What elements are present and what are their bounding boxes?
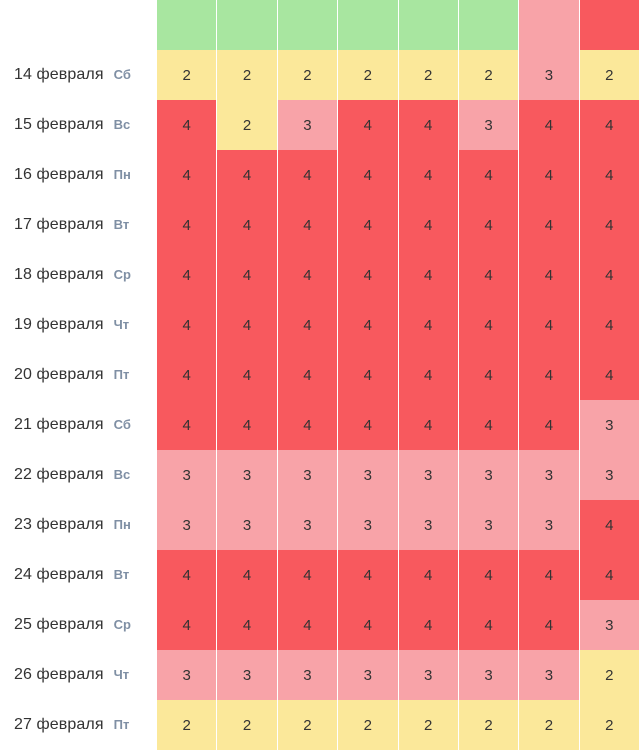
heatmap-cell[interactable]: 4 <box>519 400 579 450</box>
row-date-label: 14 февраля <box>14 66 104 83</box>
row-header <box>0 550 157 600</box>
row-weekday-label: Вт <box>113 567 130 582</box>
heatmap-cell[interactable]: 4 <box>277 200 337 250</box>
row-header <box>0 100 157 150</box>
row-date-label: 15 февраля <box>14 116 104 133</box>
heatmap-cell[interactable]: 4 <box>398 550 458 600</box>
row-header <box>0 700 157 750</box>
row-header <box>0 250 157 300</box>
row-header <box>0 650 157 700</box>
row-date-label: 19 февраля <box>14 316 104 333</box>
heatmap-cell[interactable]: 4 <box>458 250 518 300</box>
heatmap-cell[interactable]: 2 <box>579 50 639 100</box>
row-weekday-label: Вт <box>113 217 130 232</box>
heatmap-cell[interactable]: 3 <box>277 500 337 550</box>
row-header <box>0 200 157 250</box>
heatmap-cell[interactable]: 3 <box>277 450 337 500</box>
heatmap-cell[interactable]: 2 <box>579 700 639 750</box>
row-weekday-label: Сб <box>113 417 131 432</box>
row-header <box>0 50 157 100</box>
heatmap-cell[interactable]: 2 <box>398 50 458 100</box>
heatmap-cell[interactable]: 4 <box>157 150 217 200</box>
row-date-label: 22 февраля <box>14 466 104 483</box>
heatmap-cell[interactable]: 3 <box>458 100 518 150</box>
row-weekday-label: Ср <box>113 617 131 632</box>
heatmap-row <box>0 700 640 750</box>
heatmap-top-strip-cell <box>398 0 458 50</box>
heatmap-row <box>0 500 640 550</box>
heatmap-cell[interactable]: 4 <box>277 250 337 300</box>
heatmap-cell[interactable]: 4 <box>519 300 579 350</box>
heatmap-cell[interactable]: 4 <box>217 600 277 650</box>
heatmap-cell[interactable]: 4 <box>157 400 217 450</box>
heatmap-cell[interactable]: 4 <box>217 150 277 200</box>
heatmap-cell[interactable]: 2 <box>217 50 277 100</box>
heatmap-cell[interactable]: 4 <box>338 350 398 400</box>
heatmap-cell[interactable]: 3 <box>519 50 579 100</box>
row-weekday-label: Пт <box>113 367 130 382</box>
heatmap-cell[interactable]: 4 <box>458 600 518 650</box>
heatmap-cell[interactable]: 4 <box>579 100 639 150</box>
heatmap-cell[interactable]: 3 <box>579 400 639 450</box>
heatmap-cell[interactable]: 3 <box>217 450 277 500</box>
heatmap-cell[interactable]: 2 <box>217 700 277 750</box>
heatmap-row <box>0 400 640 450</box>
heatmap-cell[interactable]: 4 <box>579 350 639 400</box>
row-date-label: 23 февраля <box>14 516 104 533</box>
heatmap-cell[interactable]: 4 <box>277 600 337 650</box>
heatmap-cell[interactable]: 4 <box>519 350 579 400</box>
heatmap-cell[interactable]: 3 <box>338 650 398 700</box>
row-header <box>0 150 157 200</box>
heatmap-cell[interactable]: 3 <box>398 650 458 700</box>
heatmap-cell[interactable]: 4 <box>217 300 277 350</box>
heatmap-cell[interactable]: 4 <box>217 550 277 600</box>
heatmap-row <box>0 200 640 250</box>
heatmap-cell[interactable]: 3 <box>277 650 337 700</box>
heatmap-cell[interactable]: 4 <box>338 550 398 600</box>
heatmap-top-strip-cell <box>217 0 277 50</box>
heatmap-row <box>0 250 640 300</box>
heatmap-cell[interactable]: 4 <box>338 400 398 450</box>
heatmap-cell[interactable]: 3 <box>519 450 579 500</box>
row-date-label: 26 февраля <box>14 666 104 683</box>
row-date-label: 21 февраля <box>14 416 104 433</box>
row-header <box>0 600 157 650</box>
row-weekday-label: Вс <box>113 467 131 482</box>
row-weekday-label: Пт <box>113 717 130 732</box>
heatmap-cell[interactable]: 4 <box>277 300 337 350</box>
heatmap-cell[interactable]: 4 <box>398 100 458 150</box>
heatmap-cell[interactable]: 4 <box>519 550 579 600</box>
heatmap-cell[interactable]: 3 <box>217 500 277 550</box>
heatmap-cell[interactable]: 4 <box>458 300 518 350</box>
heatmap-cell[interactable]: 4 <box>398 350 458 400</box>
heatmap-cell[interactable]: 4 <box>277 550 337 600</box>
heatmap-row <box>0 550 640 600</box>
heatmap-cell[interactable]: 3 <box>458 450 518 500</box>
heatmap-cell[interactable]: 4 <box>519 200 579 250</box>
row-weekday-label: Пн <box>113 167 131 182</box>
heatmap-cell[interactable]: 4 <box>338 150 398 200</box>
heatmap-cell[interactable]: 2 <box>157 50 217 100</box>
heatmap-cell[interactable]: 3 <box>338 450 398 500</box>
heatmap-row <box>0 150 640 200</box>
heatmap-cell[interactable]: 4 <box>338 300 398 350</box>
heatmap-cell[interactable]: 2 <box>338 50 398 100</box>
heatmap-cell[interactable]: 4 <box>398 250 458 300</box>
heatmap-cell[interactable]: 4 <box>398 400 458 450</box>
row-weekday-label: Сб <box>113 67 131 82</box>
heatmap-cell[interactable]: 3 <box>277 100 337 150</box>
heatmap-cell[interactable]: 4 <box>277 350 337 400</box>
heatmap-cell[interactable]: 2 <box>157 700 217 750</box>
row-weekday-label: Чт <box>113 317 130 332</box>
heatmap-cell[interactable]: 2 <box>458 700 518 750</box>
heatmap-cell[interactable]: 2 <box>519 700 579 750</box>
heatmap-cell[interactable]: 4 <box>519 100 579 150</box>
row-weekday-label: Ср <box>113 267 131 282</box>
heatmap-cell[interactable]: 4 <box>458 200 518 250</box>
heatmap-cell[interactable]: 2 <box>277 700 337 750</box>
heatmap-row <box>0 50 640 100</box>
heatmap-cell[interactable]: 4 <box>458 150 518 200</box>
heatmap-cell[interactable]: 2 <box>398 700 458 750</box>
heatmap-cell[interactable]: 4 <box>338 200 398 250</box>
heatmap-cell[interactable]: 3 <box>398 450 458 500</box>
heatmap-cell[interactable]: 4 <box>157 350 217 400</box>
heatmap-cell[interactable]: 4 <box>458 350 518 400</box>
heatmap-top-strip-cell <box>277 0 337 50</box>
heatmap-cell[interactable]: 4 <box>157 300 217 350</box>
heatmap-cell[interactable]: 3 <box>579 450 639 500</box>
heatmap-cell[interactable]: 4 <box>458 400 518 450</box>
heatmap-cell[interactable]: 4 <box>398 200 458 250</box>
heatmap-row <box>0 650 640 700</box>
heatmap-cell[interactable]: 2 <box>579 650 639 700</box>
row-weekday-label: Чт <box>113 667 130 682</box>
row-date-label: 27 февраля <box>14 716 104 733</box>
heatmap-top-strip-row <box>0 0 640 50</box>
heatmap-top-strip-cell <box>338 0 398 50</box>
row-header <box>0 350 157 400</box>
heatmap-top-strip-cell <box>519 0 579 50</box>
top-strip-label-spacer <box>0 0 157 50</box>
heatmap-cell[interactable]: 4 <box>579 200 639 250</box>
heatmap-cell[interactable]: 3 <box>338 500 398 550</box>
row-header <box>0 300 157 350</box>
row-header <box>0 450 157 500</box>
heatmap-cell[interactable]: 4 <box>579 300 639 350</box>
heatmap-cell[interactable]: 2 <box>458 50 518 100</box>
heatmap-cell[interactable]: 4 <box>157 550 217 600</box>
row-date-label: 18 февраля <box>14 266 104 283</box>
heatmap-row <box>0 100 640 150</box>
heatmap-cell[interactable]: 4 <box>338 600 398 650</box>
heatmap-cell[interactable]: 4 <box>579 150 639 200</box>
heatmap-top-strip-cell <box>579 0 639 50</box>
heatmap-cell[interactable]: 4 <box>157 250 217 300</box>
row-date-label: 25 февраля <box>14 616 104 633</box>
heatmap-row <box>0 450 640 500</box>
heatmap-cell[interactable]: 3 <box>519 500 579 550</box>
heatmap-cell[interactable]: 3 <box>458 500 518 550</box>
row-weekday-label: Пн <box>113 517 131 532</box>
heatmap-row <box>0 300 640 350</box>
heatmap-cell[interactable]: 4 <box>519 150 579 200</box>
heatmap-cell[interactable]: 4 <box>398 150 458 200</box>
heatmap-cell[interactable]: 4 <box>277 150 337 200</box>
row-weekday-label: Вс <box>113 117 131 132</box>
heatmap-cell[interactable]: 2 <box>338 700 398 750</box>
heatmap-row <box>0 350 640 400</box>
heatmap-cell[interactable]: 4 <box>579 250 639 300</box>
heatmap-cell[interactable]: 4 <box>217 250 277 300</box>
heatmap-cell[interactable]: 3 <box>458 650 518 700</box>
heatmap-cell[interactable]: 4 <box>519 250 579 300</box>
heatmap-cell[interactable]: 3 <box>157 500 217 550</box>
heatmap-cell[interactable]: 4 <box>338 100 398 150</box>
heatmap-cell[interactable]: 4 <box>579 500 639 550</box>
heatmap-cell[interactable]: 4 <box>157 600 217 650</box>
heatmap-cell[interactable]: 3 <box>398 500 458 550</box>
row-date-label: 16 февраля <box>14 166 104 183</box>
heatmap-top-strip-cell <box>458 0 518 50</box>
heatmap-row <box>0 600 640 650</box>
heatmap-cell[interactable]: 4 <box>217 350 277 400</box>
heatmap-cell[interactable]: 3 <box>579 600 639 650</box>
heatmap-cell[interactable]: 4 <box>157 100 217 150</box>
row-header <box>0 500 157 550</box>
heatmap-cell[interactable]: 3 <box>157 650 217 700</box>
heatmap-cell[interactable]: 4 <box>398 300 458 350</box>
heatmap-cell[interactable]: 4 <box>338 250 398 300</box>
row-date-label: 20 февраля <box>14 366 104 383</box>
heatmap-cell[interactable]: 2 <box>277 50 337 100</box>
row-date-label: 17 февраля <box>14 216 104 233</box>
heatmap-cell[interactable]: 2 <box>217 100 277 150</box>
row-date-label: 24 февраля <box>14 566 104 583</box>
heatmap-cell[interactable]: 3 <box>217 650 277 700</box>
heatmap-cell[interactable]: 4 <box>217 400 277 450</box>
heatmap-cell[interactable]: 4 <box>458 550 518 600</box>
heatmap-cell[interactable]: 4 <box>398 600 458 650</box>
heatmap-top-strip-cell <box>157 0 217 50</box>
heatmap-cell[interactable]: 4 <box>217 200 277 250</box>
heatmap-cell[interactable]: 4 <box>277 400 337 450</box>
heatmap-cell[interactable]: 3 <box>157 450 217 500</box>
heatmap-cell[interactable]: 4 <box>157 200 217 250</box>
heatmap-cell[interactable]: 4 <box>579 550 639 600</box>
heatmap-cell[interactable]: 4 <box>519 600 579 650</box>
heatmap-cell[interactable]: 3 <box>519 650 579 700</box>
row-header <box>0 400 157 450</box>
